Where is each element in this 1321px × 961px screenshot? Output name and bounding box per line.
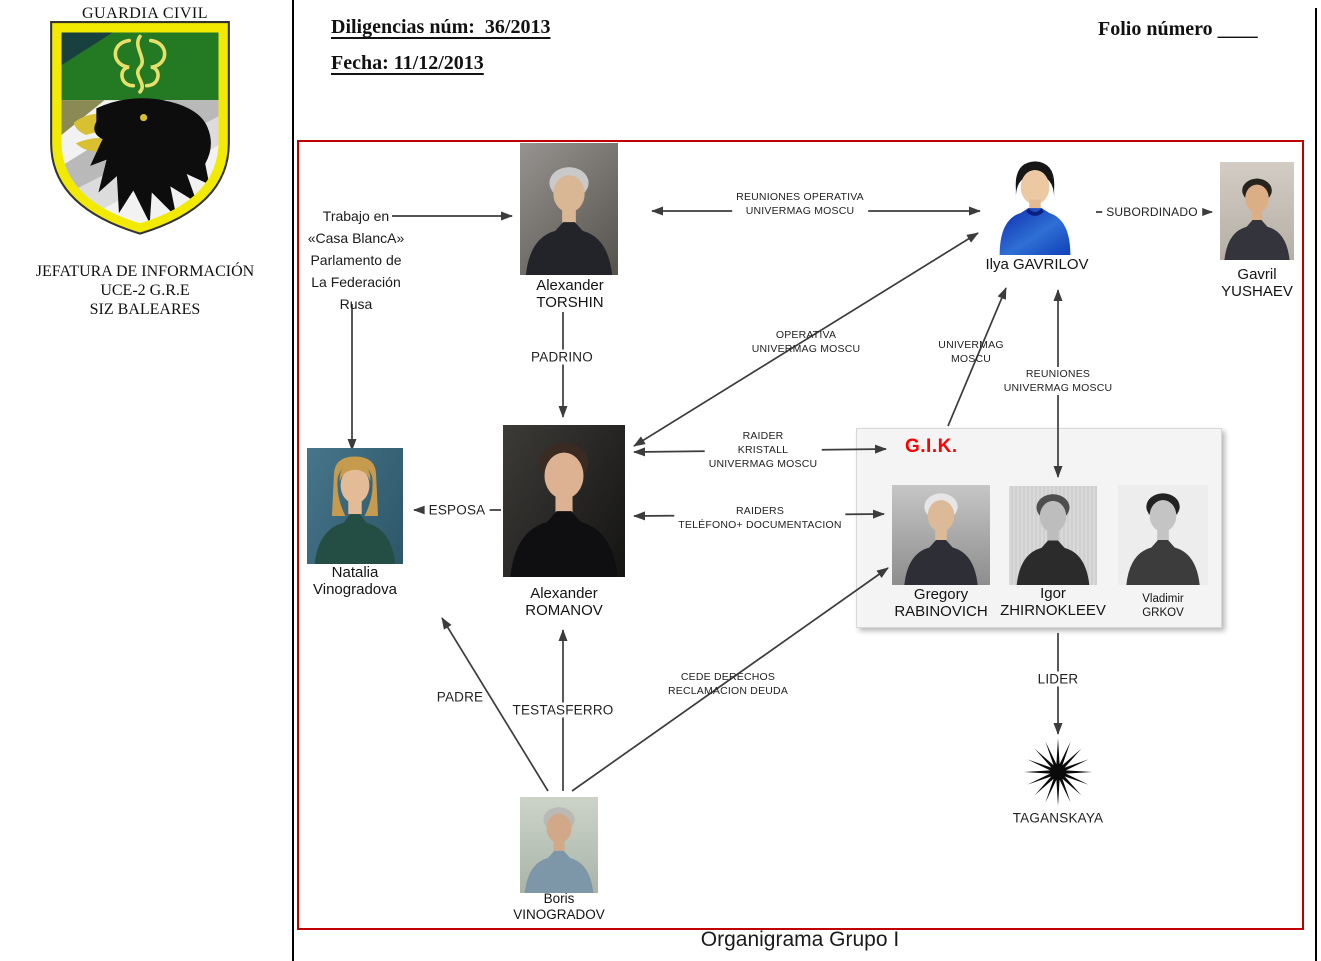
- photo-natalia-vinogradova: [307, 448, 403, 564]
- gik-label: G.I.K.: [905, 436, 958, 457]
- name-line: ROMANOV: [525, 602, 603, 619]
- edge-label-esposa: ESPOSA: [425, 503, 490, 518]
- edge-label-line: OPERATIVA: [775, 329, 837, 341]
- name-line: Boris: [543, 891, 575, 906]
- folio-number: [1098, 18, 1258, 41]
- edge-label-lider: LIDER: [1034, 672, 1083, 687]
- edge-label-raiders-telefono: [674, 504, 845, 532]
- name-vladimir-grkov: [1103, 592, 1223, 620]
- org-name: GUARDIA CIVIL: [81, 5, 209, 22]
- unit-name: [0, 262, 290, 319]
- edge-label-testasferro: TESTASFERRO: [509, 703, 618, 718]
- folio-label: Folio número: [1098, 18, 1218, 40]
- name-line: RABINOVICH: [894, 603, 988, 620]
- name-line: Natalia: [331, 564, 379, 581]
- edge-label-line: UNIVERMAG: [938, 339, 1004, 351]
- edge-label-univermag-moscu: [934, 338, 1007, 366]
- note-line: Rusa: [339, 296, 373, 312]
- note-line: Parlamento de: [310, 252, 402, 268]
- name-natalia-vinogradova: [287, 564, 423, 598]
- photo-gavril-yushaev: [1220, 162, 1294, 260]
- name-line: Alexander: [536, 277, 604, 294]
- photo-alexander-romanov: [503, 425, 625, 577]
- note-line: La Federación: [311, 274, 401, 290]
- photo-igor-zhirnokleev: [1009, 486, 1097, 585]
- edge-label-line: RECLAMACION DEUDA: [667, 685, 789, 697]
- unit-line: SIZ BALEARES: [89, 301, 201, 318]
- name-line: Igor: [1040, 585, 1066, 602]
- name-gavril-yushaev: [1200, 266, 1314, 300]
- name-boris-vinogradov: [490, 891, 628, 923]
- edge-label-line: UNIVERMAG MOSCU: [745, 205, 855, 217]
- name-line: GRKOV: [1142, 607, 1184, 619]
- diagram-caption: Organigrama Grupo I: [700, 928, 900, 951]
- name-line: Gregory: [913, 586, 969, 603]
- edge-label-line: RAIDERS: [735, 505, 785, 517]
- edge-label-reuniones-operativa: [732, 190, 868, 218]
- diligencias-number: Diligencias núm: 36/2013: [331, 16, 551, 38]
- name-line: TORSHIN: [536, 294, 604, 311]
- edge-label-line: UNIVERMAG MOSCU: [708, 458, 818, 470]
- edge-label-line: REUNIONES: [1025, 368, 1091, 380]
- name-line: VINOGRADOV: [513, 907, 605, 922]
- edge-label-operativa: [748, 328, 865, 356]
- name-line: ZHIRNOKLEEV: [1000, 602, 1106, 619]
- edge-label-cede-derechos: [664, 670, 792, 698]
- edge-label-line: UNIVERMAG MOSCU: [751, 343, 861, 355]
- name-alexander-romanov: [493, 585, 635, 619]
- name-line: Alexander: [530, 585, 598, 602]
- left-separator-line: [292, 0, 294, 961]
- photo-gregory-rabinovich: [892, 485, 990, 585]
- name-ilya-gavrilov: Ilya GAVRILOV: [985, 256, 1089, 273]
- photo-alexander-torshin: [520, 143, 618, 275]
- edge-label-line: RAIDER: [742, 430, 784, 442]
- edge-label-line: TELÉFONO+ DOCUMENTACION: [678, 519, 842, 531]
- edge-label-subordinado: SUBORDINADO: [1102, 205, 1202, 219]
- edge-label-reuniones-univermag: [1000, 367, 1117, 395]
- casa-blanca-note: [295, 205, 417, 315]
- name-igor-zhirnokleev: [989, 585, 1117, 619]
- unit-line: UCE-2 G.R.E: [100, 282, 190, 299]
- name-line: Vinogradova: [313, 581, 397, 598]
- guardia-civil-shield-logo: [45, 20, 235, 235]
- name-line: Gavril: [1237, 266, 1277, 283]
- edge-label-padre: PADRE: [436, 689, 484, 705]
- photo-boris-vinogradov: [520, 797, 598, 893]
- edge-label-padrino: PADRINO: [527, 350, 597, 365]
- edge-label-line: CEDE DERECHOS: [680, 671, 776, 683]
- note-line: «Casa BlancA»: [307, 230, 405, 246]
- edge-label-line: MOSCU: [950, 353, 992, 365]
- avatar-ilya-gavrilov: [992, 150, 1078, 255]
- right-separator-line: [1315, 8, 1317, 961]
- name-line: YUSHAEV: [1221, 283, 1293, 300]
- folio-blank-line: ____: [1217, 18, 1258, 40]
- unit-line: JEFATURA DE INFORMACIÓN: [35, 263, 255, 280]
- edge-label-raider-kristall: [705, 429, 822, 471]
- name-line: Vladimir: [1142, 593, 1184, 605]
- edge-label-line: UNIVERMAG MOSCU: [1003, 382, 1113, 394]
- edge-label-line: KRISTALL: [737, 444, 789, 456]
- photo-vladimir-grkov: [1118, 485, 1208, 585]
- name-alexander-torshin: [500, 277, 640, 311]
- edge-label-line: REUNIONES OPERATIVA: [736, 191, 864, 203]
- note-line: Trabajo en: [322, 208, 390, 224]
- fecha: Fecha: 11/12/2013: [331, 52, 484, 74]
- label-taganskaya: TAGANSKAYA: [1012, 810, 1104, 826]
